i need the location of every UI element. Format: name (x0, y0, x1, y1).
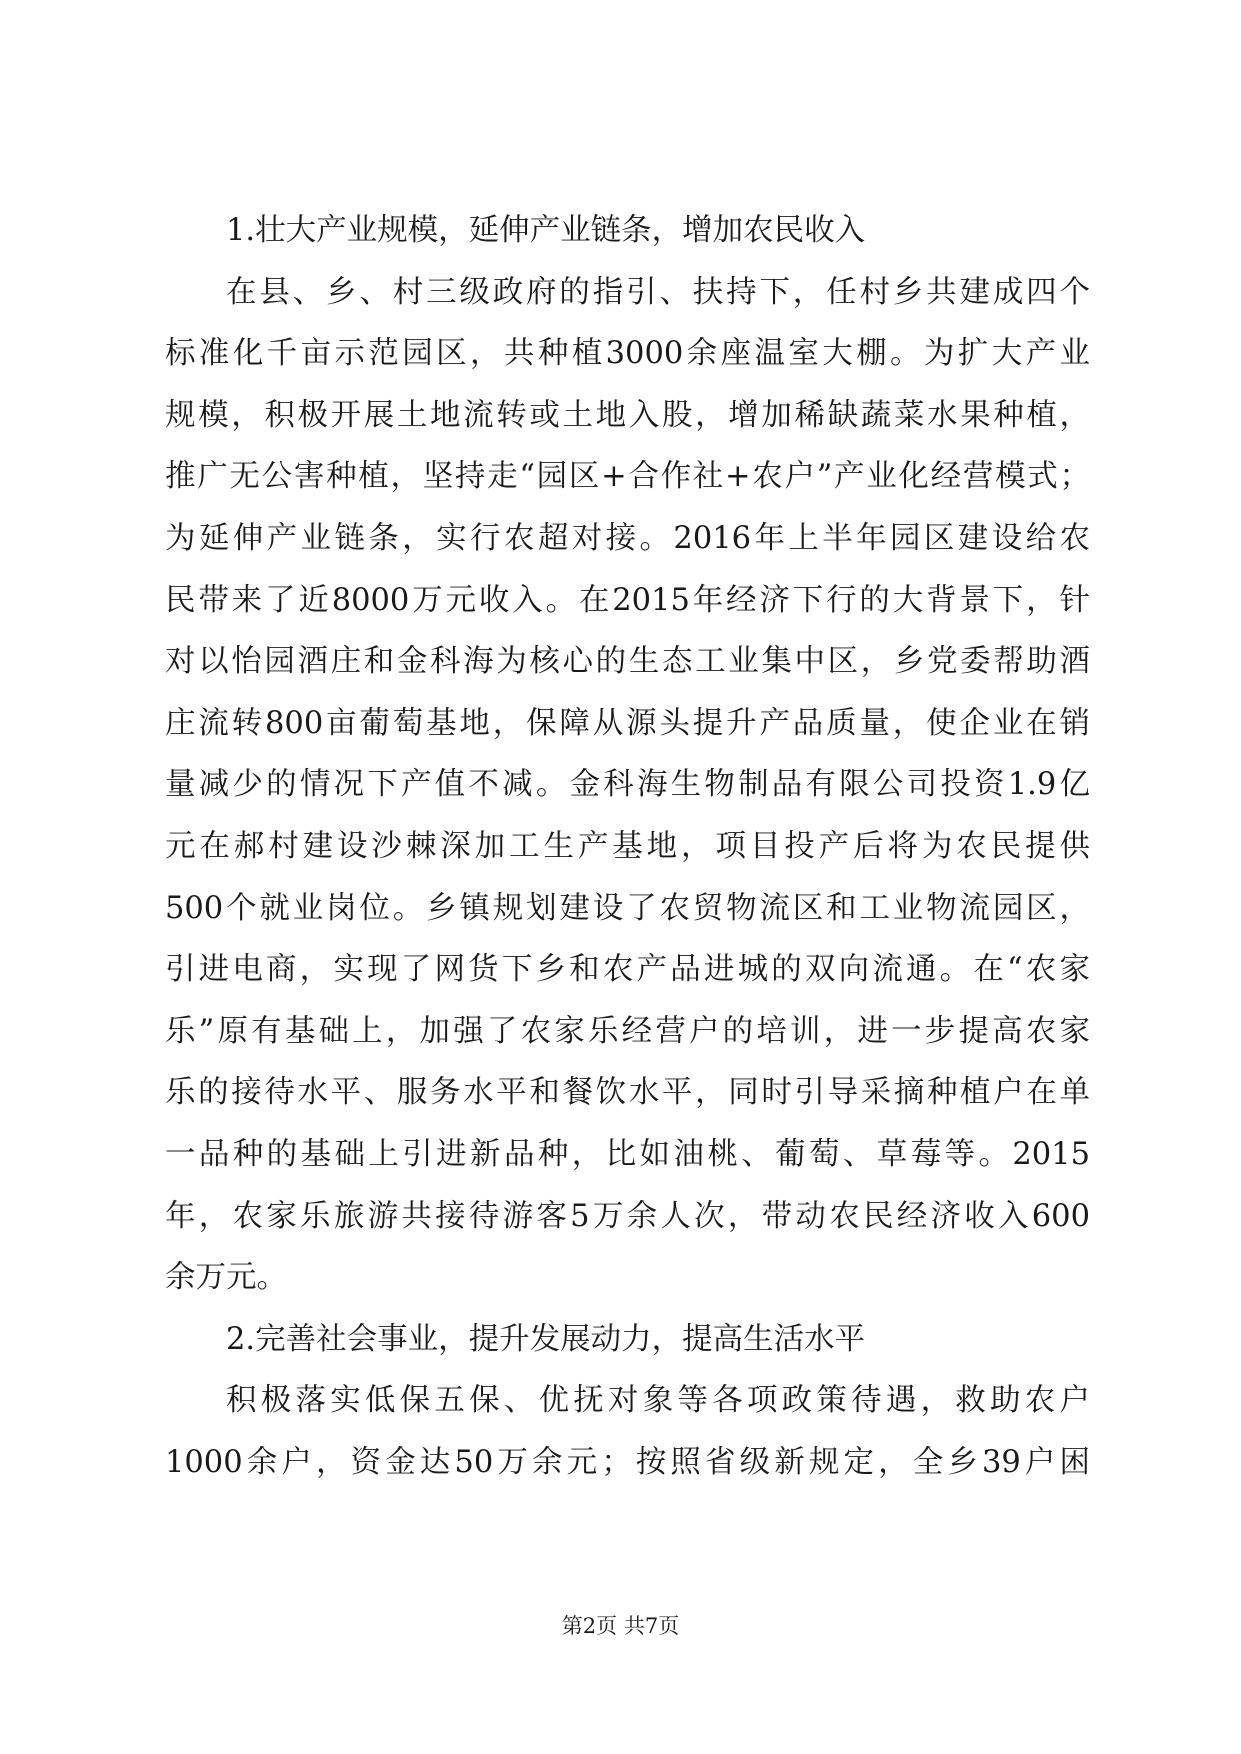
paragraph-line: 1000余户，资金达50万余元；按照省级新规定，全乡39户困 (165, 1444, 1090, 1480)
paragraph-line: 引进电商，实现了网货下乡和农产品进城的双向流通。在“农家 (165, 952, 1090, 988)
paragraph-line: 庄流转800亩葡萄基地，保障从源头提升产品质量，使企业在销 (165, 705, 1090, 741)
section-1-heading: 1.壮大产业规模，延伸产业链条，增加农民收入 (226, 213, 866, 248)
paragraph-line: 一品种的基础上引进新品种，比如油桃、葡萄、草莓等。2015 (165, 1136, 1090, 1172)
section-1-paragraph (165, 262, 1090, 1309)
paragraph-line: 推广无公害种植，坚持走“园区+合作社+农户”产业化经营模式； (165, 459, 1090, 495)
paragraph-line: 余万元。 (165, 1260, 287, 1296)
paragraph-line: 量减少的情况下产值不减。金科海生物制品有限公司投资1.9亿 (165, 767, 1090, 803)
paragraph-line: 年，农家乐旅游共接待游客5万余人次，带动农民经济收入600 (165, 1198, 1090, 1234)
section-2-heading: 2.完善社会事业，提升发展动力，提高生活水平 (226, 1321, 866, 1357)
paragraph-line: 积极落实低保五保、优抚对象等各项政策待遇，救助农户 (226, 1383, 1090, 1419)
document-body (165, 200, 1090, 1493)
paragraph-line: 民带来了近8000万元收入。在2015年经济下行的大背景下，针 (165, 582, 1090, 618)
paragraph-line: 乐”原有基础上，加强了农家乐经营户的培训，进一步提高农家 (165, 1013, 1090, 1049)
paragraph-line: 乐的接待水平、服务水平和餐饮水平，同时引导采摘种植户在单 (165, 1075, 1090, 1111)
page-number-footer: 第2页 共7页 (561, 1614, 680, 1638)
section-2-paragraph (165, 1370, 1090, 1493)
paragraph-line: 元在郝村建设沙棘深加工生产基地，项目投产后将为农民提供 (165, 828, 1090, 864)
paragraph-line: 500个就业岗位。乡镇规划建设了农贸物流区和工业物流园区， (165, 890, 1090, 926)
paragraph-line: 标准化千亩示范园区，共种植3000余座温室大棚。为扩大产业 (165, 336, 1090, 372)
paragraph-line: 对以怡园酒庄和金科海为核心的生态工业集中区，乡党委帮助酒 (165, 644, 1090, 680)
paragraph-line: 在县、乡、村三级政府的指引、扶持下，任村乡共建成四个 (226, 274, 1090, 310)
paragraph-line: 规模，积极开展土地流转或土地入股，增加稀缺蔬菜水果种植， (165, 397, 1090, 433)
paragraph-line: 为延伸产业链条，实行农超对接。2016年上半年园区建设给农 (165, 520, 1090, 556)
